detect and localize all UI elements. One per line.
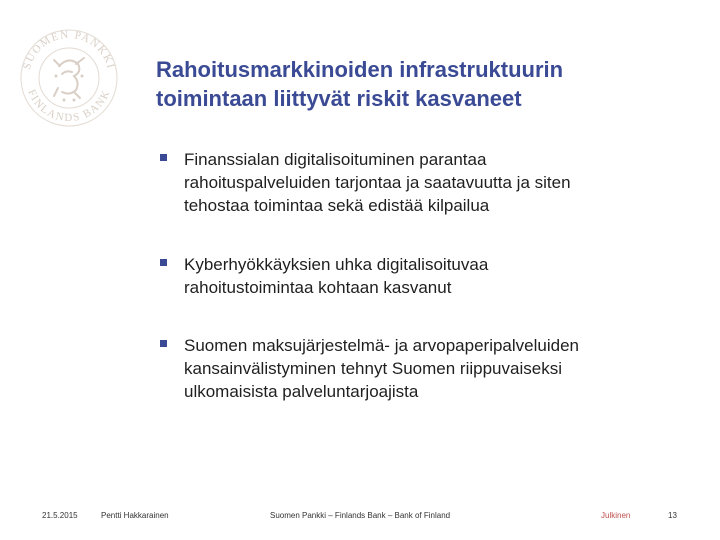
footer-organization: Suomen Pankki – Finlands Bank – Bank of Finland [270,511,451,520]
bullet-item [160,148,680,217]
square-bullet-icon [160,154,167,161]
bullet-line: rahoituspalveluiden tarjontaa ja saatavuutta ja siten [184,173,571,192]
title-line-2: toimintaan liittyvät riskit kasvaneet [156,86,522,111]
page-number: 13 [668,511,677,520]
bullet-list [160,148,680,403]
bullet-line: Kyberhyökkäyksien uhka digitalisoituvaa [184,255,489,274]
square-bullet-icon [160,259,167,266]
slide-title [156,55,696,113]
svg-text:SUOMEN PANKKI: SUOMEN PANKKI [21,28,117,71]
title-line-1: Rahoitusmarkkinoiden infrastruktuurin [156,57,564,82]
bullet-line: Finanssialan digitalisoituminen parantaa [184,150,487,169]
bullet-line: ulkomaisista palveluntarjoajista [184,382,419,401]
bullet-item [160,253,680,299]
bullet-line: tehostaa toimintaa sekä edistää kilpailua [184,196,490,215]
bank-seal-logo [14,26,124,130]
svg-text:FINLANDS BANK: FINLANDS BANK [25,87,113,125]
bullet-line: rahoitustoimintaa kohtaan kasvanut [184,278,452,297]
bullet-line: kansainvälistyminen tehnyt Suomen riippuvaiseksi [184,359,562,378]
footer-author: Pentti Hakkarainen [101,511,169,520]
footer-date: 21.5.2015 [42,511,78,520]
bullet-item [160,334,680,403]
square-bullet-icon [160,340,167,347]
bullet-line: Suomen maksujärjestelmä- ja arvopaperipalveluiden [184,336,579,355]
footer-classification: Julkinen [601,511,631,520]
